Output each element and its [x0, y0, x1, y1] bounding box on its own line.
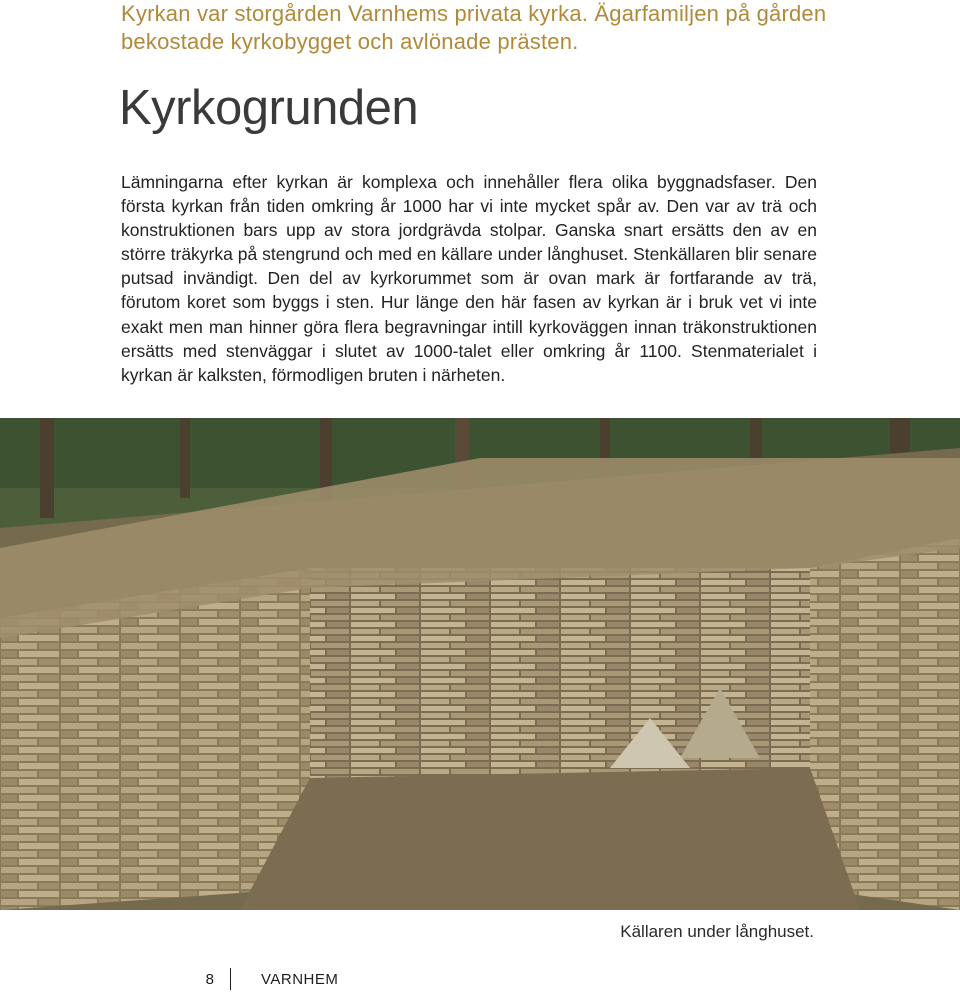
body-paragraph: Lämningarna efter kyrkan är komplexa och innehåller flera olika byggnadsfaser. Den första kyrkan från tiden omkring år 1000 har vi inte mycket spår av. Den var av trä och konstruktionen bars upp av stora jordgrävda stolpar. Ganska snart ersätts den av en större träkyrka på stengrund och med en källare under långhuset. Stenkällaren blir senare putsad invändigt. Den del av kyrkorummet som är ovan mark är fortfarande av trä, förutom koret som byggs i sten. Hur länge den här fasen av kyrkan är i bruk vet vi inte exakt men man hinner göra flera begravningar intill kyrkoväggen innan träkonstruktionen ersätts med stenväggar i slutet av 1000-talet eller omkring år 1100. Stenmaterialet i kyrkan är kalksten, förmodligen bruten i närheten.: [121, 172, 817, 385]
intro-paragraph: Kyrkan var storgården Varnhems privata kyrka. Ägarfamiljen på gården bekostade kyrkobygget och avlönade prästen.: [121, 1, 827, 54]
photo-caption: Källaren under långhuset.: [620, 922, 814, 941]
page-number: 8: [205, 971, 214, 988]
running-title: VARNHEM: [261, 971, 339, 988]
footer-divider: [230, 968, 231, 990]
section-title: Kyrkogrunden: [119, 81, 419, 135]
excavation-photo: [0, 418, 960, 910]
